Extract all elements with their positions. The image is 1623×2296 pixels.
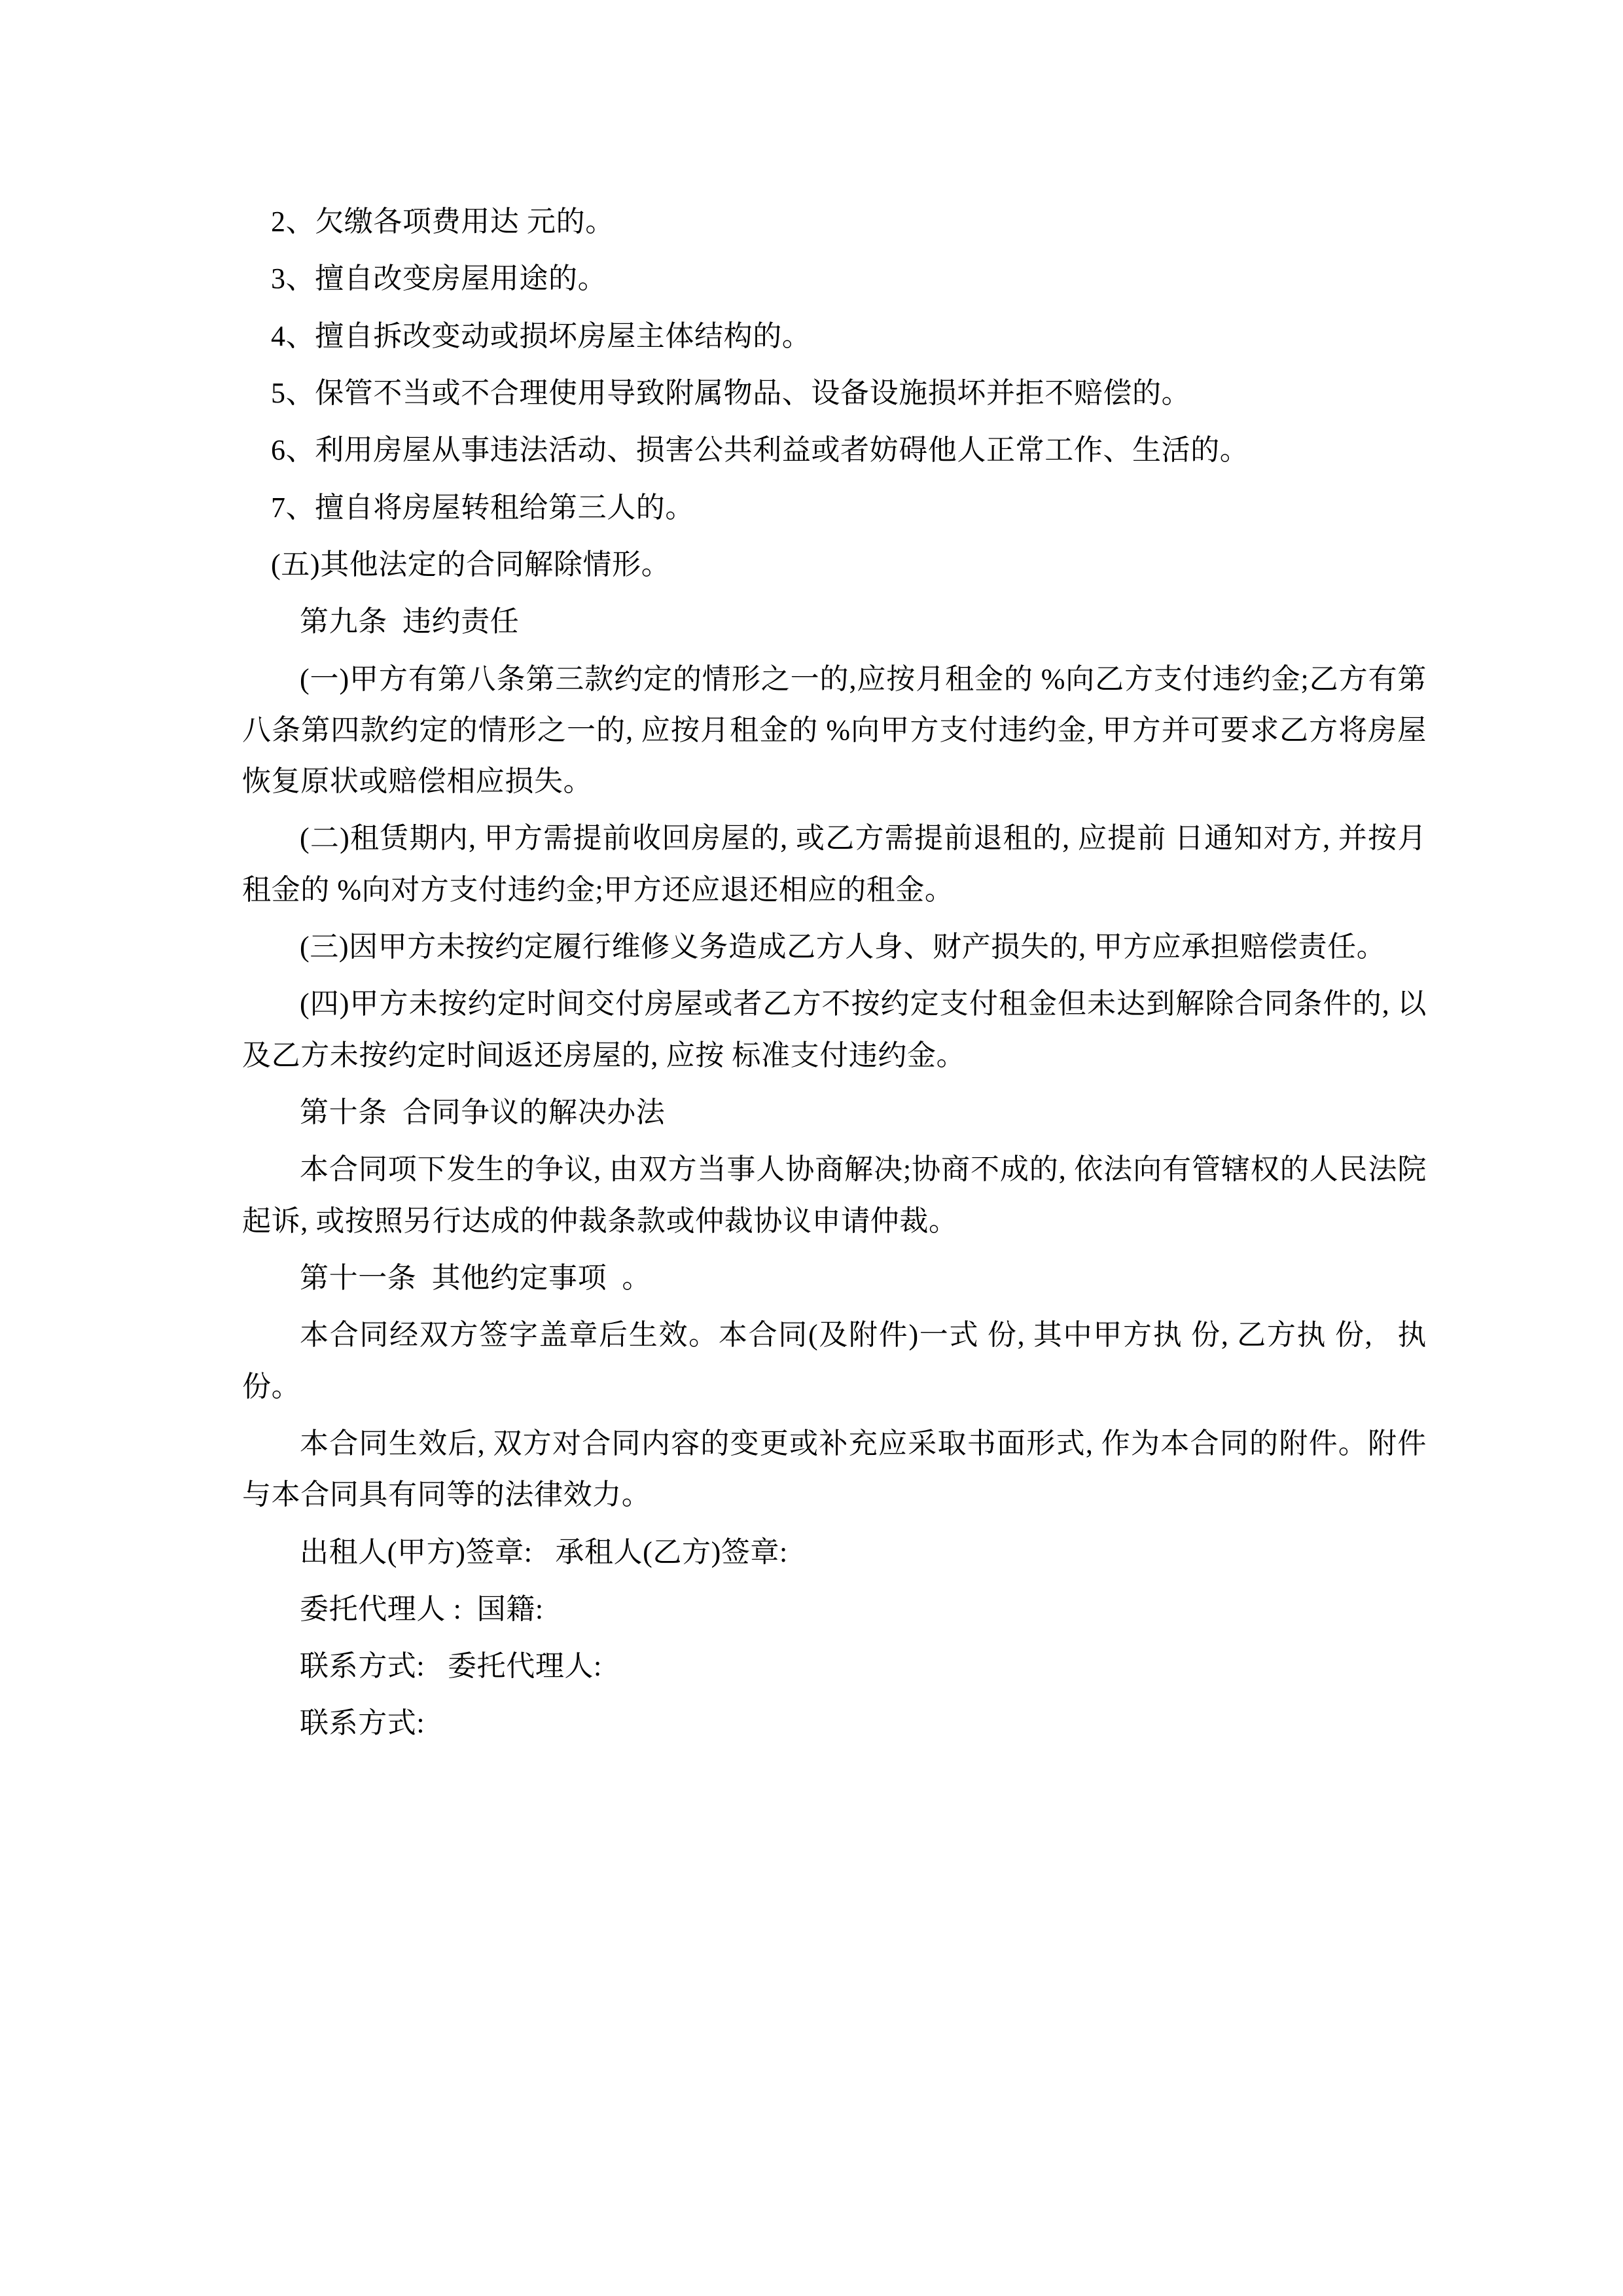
article-11-body-2: 本合同生效后, 双方对合同内容的变更或补充应采取书面形式, 作为本合同的附件。附件与本合同具有同等的法律效力。 <box>242 1427 1427 1511</box>
item-3: 3、擅自改变房屋用途的。 <box>271 262 607 295</box>
item-4: 4、擅自拆改变动或损坏房屋主体结构的。 <box>271 319 812 352</box>
signature-line-2: 委托代理人 : 国籍: <box>300 1592 544 1625</box>
item-2: 2、欠缴各项费用达 元的。 <box>271 206 615 238</box>
document-body <box>242 196 1435 1749</box>
item-5: 5、保管不当或不合理使用导致附属物品、设备设施损坏并拒不赔偿的。 <box>271 376 1191 409</box>
item-6: 6、利用房屋从事违法活动、损害公共利益或者妨碍他人正常工作、生活的。 <box>271 434 1249 467</box>
article-9-heading: 第九条 违约责任 <box>300 605 520 638</box>
signature-line-4: 联系方式: <box>300 1707 425 1740</box>
article-9-2: (二)租赁期内, 甲方需提前收回房屋的, 或乙方需提前退租的, 应提前 日通知对方, 并按月租金的 %向对方支付违约金;甲方还应退还相应的租金。 <box>242 822 1427 906</box>
signature-line-3: 联系方式: 委托代理人: <box>300 1650 602 1683</box>
article-9-4: (四)甲方未按约定时间交付房屋或者乙方不按约定支付租金但未达到解除合同条件的, 以及乙方未按约定时间返还房屋的, 应按 标准支付违约金。 <box>242 988 1427 1071</box>
signature-line-1: 出租人(甲方)签章: 承租人(乙方)签章: <box>300 1535 788 1568</box>
article-11-body-1: 本合同经双方签字盖章后生效。本合同(及附件)一式 份, 其中甲方执 份, 乙方执 份, 执 份。 <box>242 1319 1435 1403</box>
article-10-body: 本合同项下发生的争议, 由双方当事人协商解决;协商不成的, 依法向有管辖权的人民法院起诉, 或按照另行达成的仲裁条款或仲裁协议申请仲裁。 <box>242 1153 1427 1237</box>
article-9-1: (一)甲方有第八条第三款约定的情形之一的,应按月租金的 %向乙方支付违约金;乙方有第八条第四款约定的情形之一的, 应按月租金的 %向甲方支付违约金, 甲方并可要求乙方将房屋恢复原状或赔偿相应损失。 <box>242 662 1427 798</box>
article-9-3: (三)因甲方未按约定履行维修义务造成乙方人身、财产损失的, 甲方应承担赔偿责任。 <box>300 931 1386 963</box>
article-11-heading: 第十一条 其他约定事项 。 <box>300 1261 651 1294</box>
item-five: (五)其他法定的合同解除情形。 <box>271 548 671 581</box>
item-7: 7、擅自将房屋转租给第三人的。 <box>271 491 694 524</box>
article-10-heading: 第十条 合同争议的解决办法 <box>300 1096 666 1128</box>
